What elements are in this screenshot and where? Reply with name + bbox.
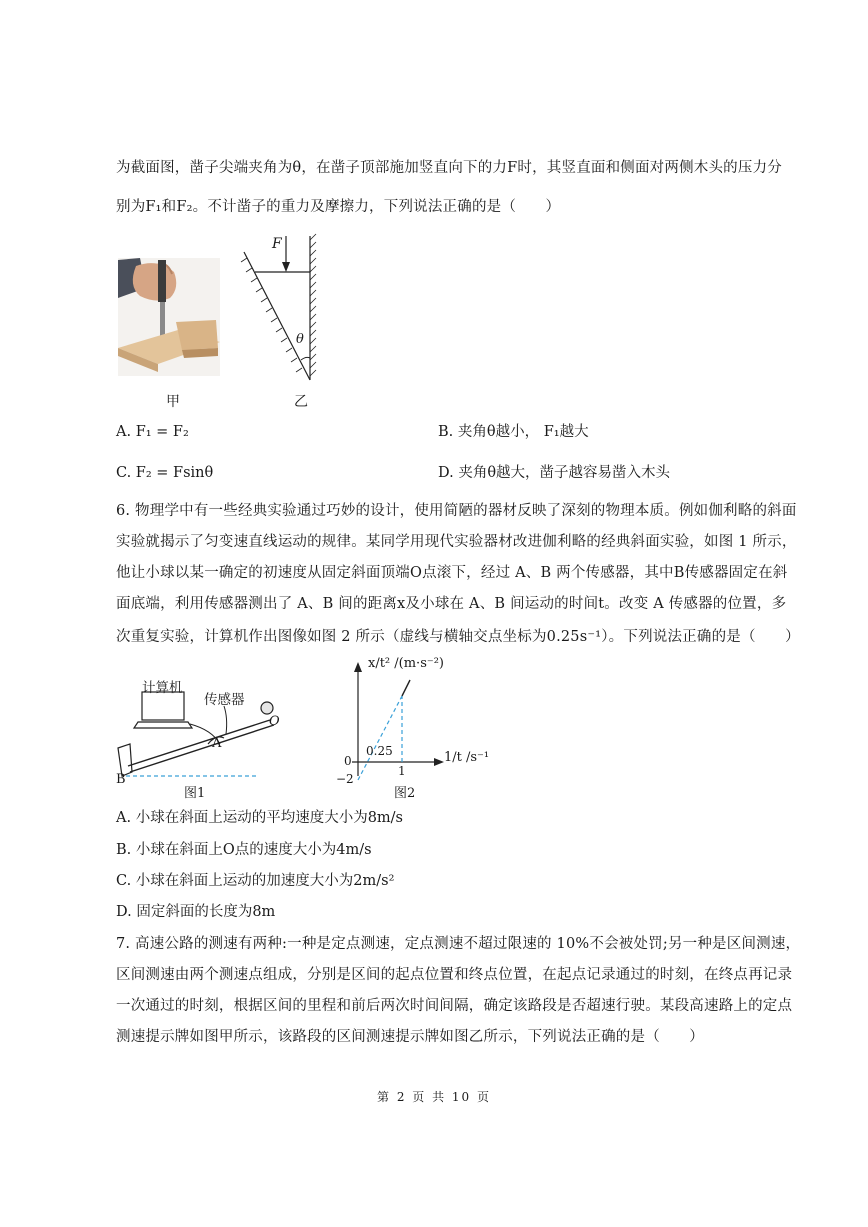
point-o-label: O [269,714,280,729]
incline-experiment-figure [112,672,292,802]
figure-2-caption: 图2 [394,786,416,801]
chisel-photo-illustration [118,258,220,376]
q6-line-2: 实验就揭示了匀变速直线运动的规律。某同学用现代实验器材改进伽利略的经典斜面实验，如图 1 所示， [116,534,797,550]
q6-line-5: 次重复实验，计算机作出图像如图 2 所示（虚线与横轴交点坐标为0.25s⁻¹）。下列说法正确的是（ ） [116,629,800,645]
q7-line-4: 测速提示牌如图甲所示，该路段的区间测速提示牌如图乙所示，下列说法正确的是（ ） [116,1029,704,1045]
angle-label: θ [296,332,304,347]
q6-line-4: 面底端，利用传感器测出了 A、B 间的距离x及小球在 A、B 间运动的时间t。改变 A 传感器的位置，多 [116,596,787,612]
graph-tick-1: 1 [398,764,406,778]
q5-line-2: 别为F₁和F₂。不计凿子的重力及摩擦力，下列说法正确的是（ ） [116,199,561,215]
q7-line-2: 区间测速由两个测速点组成，分别是区间的起点位置和终点位置，在起点记录通过的时刻，在终点再记录 [116,967,793,983]
chisel-diagram [238,232,324,384]
chisel-photo [118,258,220,376]
computer-label: 计算机 [142,680,183,696]
graph-tick-neg2: −2 [336,772,354,786]
sensor-label: 传感器 [204,692,245,708]
q5-option-c: C. F₂ = Fsinθ [116,465,214,481]
figure-jia-caption: 甲 [166,394,180,410]
q6-option-d: D. 固定斜面的长度为8m [116,904,276,920]
page-footer: 第 2 页 共 10 页 [377,1090,491,1104]
q6-option-a: A. 小球在斜面上运动的平均速度大小为8m/s [116,810,403,826]
q7-line-3: 一次通过的时刻，根据区间的里程和前后两次时间间隔，确定该路段是否超速行驶。某段高速路上的定点 [116,998,793,1014]
q5-option-d: D. 夹角θ越大，凿子越容易凿入木头 [438,465,671,481]
point-a-label: A [212,736,222,751]
graph-origin-label: 0 [344,754,352,768]
point-b-label: B [116,772,126,787]
q6-option-c: C. 小球在斜面上运动的加速度大小为2m/s² [116,873,395,889]
figure-yi-caption: 乙 [294,394,308,410]
q6-option-b: B. 小球在斜面上O点的速度大小为4m/s [116,842,372,858]
chisel-cross-section [238,232,324,384]
q6-line-3: 他让小球以某一确定的初速度从固定斜面顶端O点滚下，经过 A、B 两个传感器，其中B传感器固定在斜 [116,565,788,581]
q5-line-1: 为截面图，凿子尖端夹角为θ，在凿子顶部施加竖直向下的力F时，其竖直面和侧面对两侧木头的压力分 [116,160,782,176]
force-label: F [272,236,282,252]
graph-x-label: 1/t /s⁻¹ [444,750,490,765]
q5-option-b: B. 夹角θ越小， F₁越大 [438,424,589,440]
q6-line-1: 6. 物理学中有一些经典实验通过巧妙的设计，使用简陋的器材反映了深刻的物理本质。例如伽利略的斜面 [116,503,797,519]
figure-1-caption: 图1 [184,786,206,801]
q7-line-1: 7. 高速公路的测速有两种:一种是定点测速，定点测速不超过限速的 10%不会被处罚;另一种是区间测速， [116,936,801,952]
graph-figure [332,656,492,806]
graph-y-label: x/t² /(m·s⁻²) [368,656,445,671]
graph-tick-025: 0.25 [366,744,393,758]
q5-option-a: A. F₁ = F₂ [116,424,189,440]
